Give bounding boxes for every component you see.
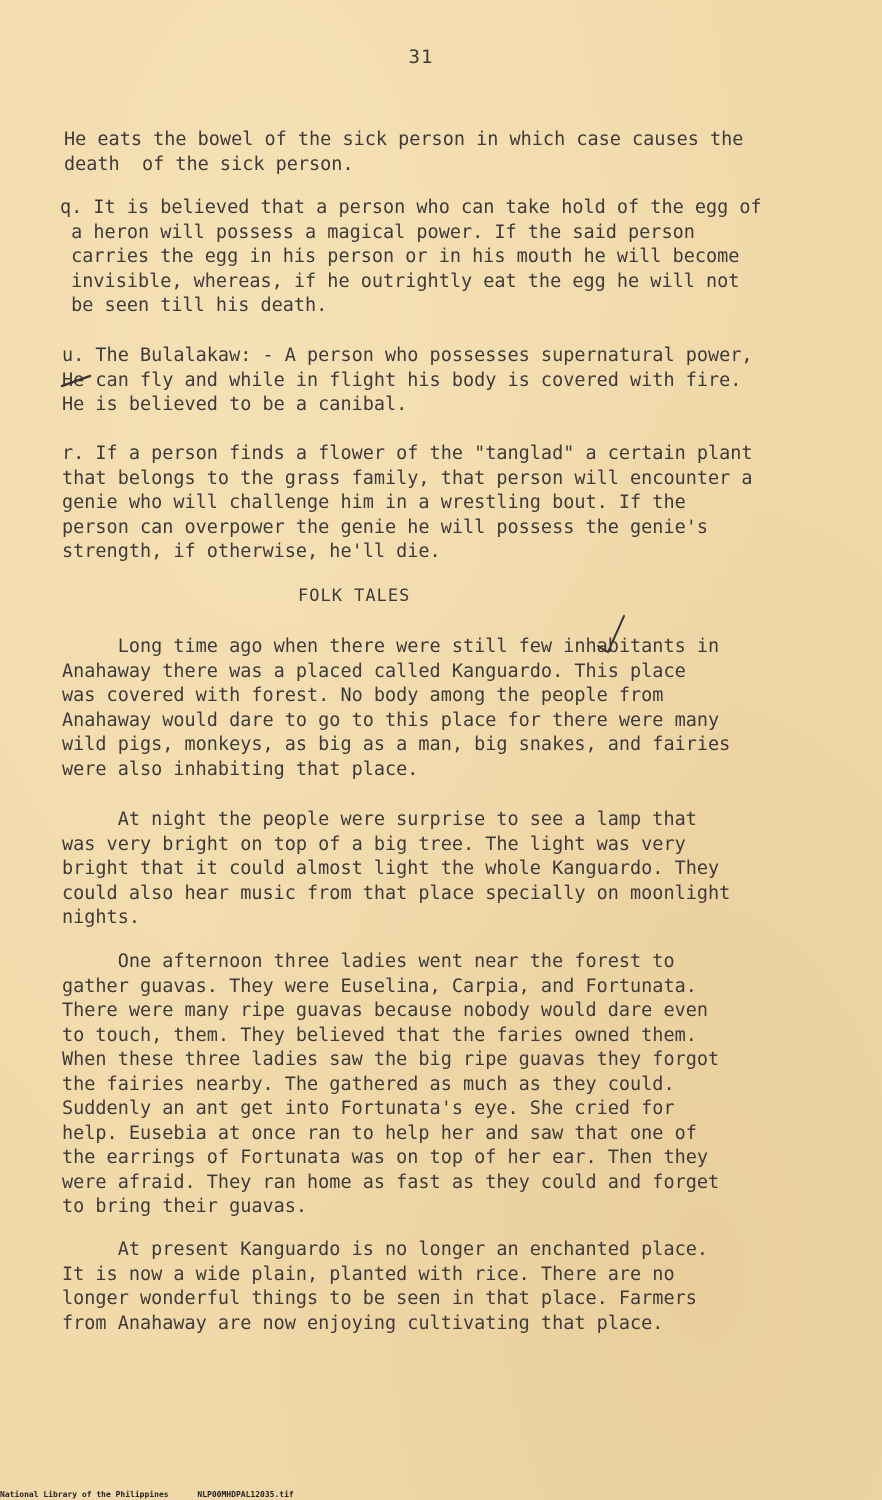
scan-footer bbox=[0, 1490, 318, 1500]
paragraph-heron-egg: q. It is believed that a person who can take hold of the egg of a heron will possess a magical power. If the said person carries the egg in his person or in his mouth he will become invisible, whereas, if he outrightly eat the egg he will not be seen till his death. bbox=[60, 197, 762, 316]
paragraph-sick-person: He eats the bowel of the sick person in which case causes the death of the sick person. bbox=[64, 129, 744, 175]
section-heading-folk-tales: FOLK TALES bbox=[298, 586, 411, 606]
paragraph-three-ladies: One afternoon three ladies went near the forest to gather guavas. They were Euselina, Carpia, and Fortunata. There were many ripe guavas because nobody would dare even to touch, them. They believed that the faries owned them. When these three ladies saw the big ripe guavas they forgot the fairies nearby. The gathered as much as they could. Suddenly an ant get into Fortunata's eye. She cried for help. Eusebia at once ran to help her and saw that one of the earrings of Fortunata was on top of her ear. Then they were afraid. They ran home as fast as they could and forget to bring their guavas. bbox=[62, 951, 720, 1217]
paragraph-lamp-on-tree: At night the people were surprise to see a lamp that was very bright on top of a big tree. The light was very bright that it could almost light the whole Kanguardo. They could also hear music from that place specially on moonlight nights. bbox=[62, 809, 731, 928]
page-number: 31 bbox=[408, 46, 434, 68]
paragraph-tanglad: r. If a person finds a flower of the "tanglad" a certain plant that belongs to the grass family, that person will encounter a genie who will challenge him in a wrestling bout. If the person can overpower the genie he will possess the genie's strength, if otherwise, he'll die. bbox=[62, 443, 753, 562]
paragraph-kanguardo-intro: Long time ago when there were still few inhabitants in Anahaway there was a placed called Kanguardo. This place was covered with forest. No body among the people from Anahaway would dare to go to this place for there were many wild pigs, monkeys, as big as a man, big snakes, and fairies were also inhabiting that place. bbox=[62, 636, 731, 780]
footer-library: National Library of the Philippines bbox=[0, 1490, 169, 1499]
pen-correction-mark bbox=[60, 372, 94, 392]
paragraph-present-day: At present Kanguardo is no longer an enchanted place. It is now a wide plain, planted with rice. There are no longer wonderful things to be seen in that place. Farmers from Anahaway are now enjoying cultivating that place. bbox=[62, 1239, 709, 1334]
paragraph-bulalakaw: u. The Bulalakaw: - A person who possesses supernatural power, He can fly and while in flight his body is covered with fire. He is believed to be a canibal. bbox=[62, 345, 753, 415]
pen-check-mark bbox=[594, 612, 634, 656]
footer-filename: NLP00MHDPAL12035.tif bbox=[197, 1490, 294, 1499]
